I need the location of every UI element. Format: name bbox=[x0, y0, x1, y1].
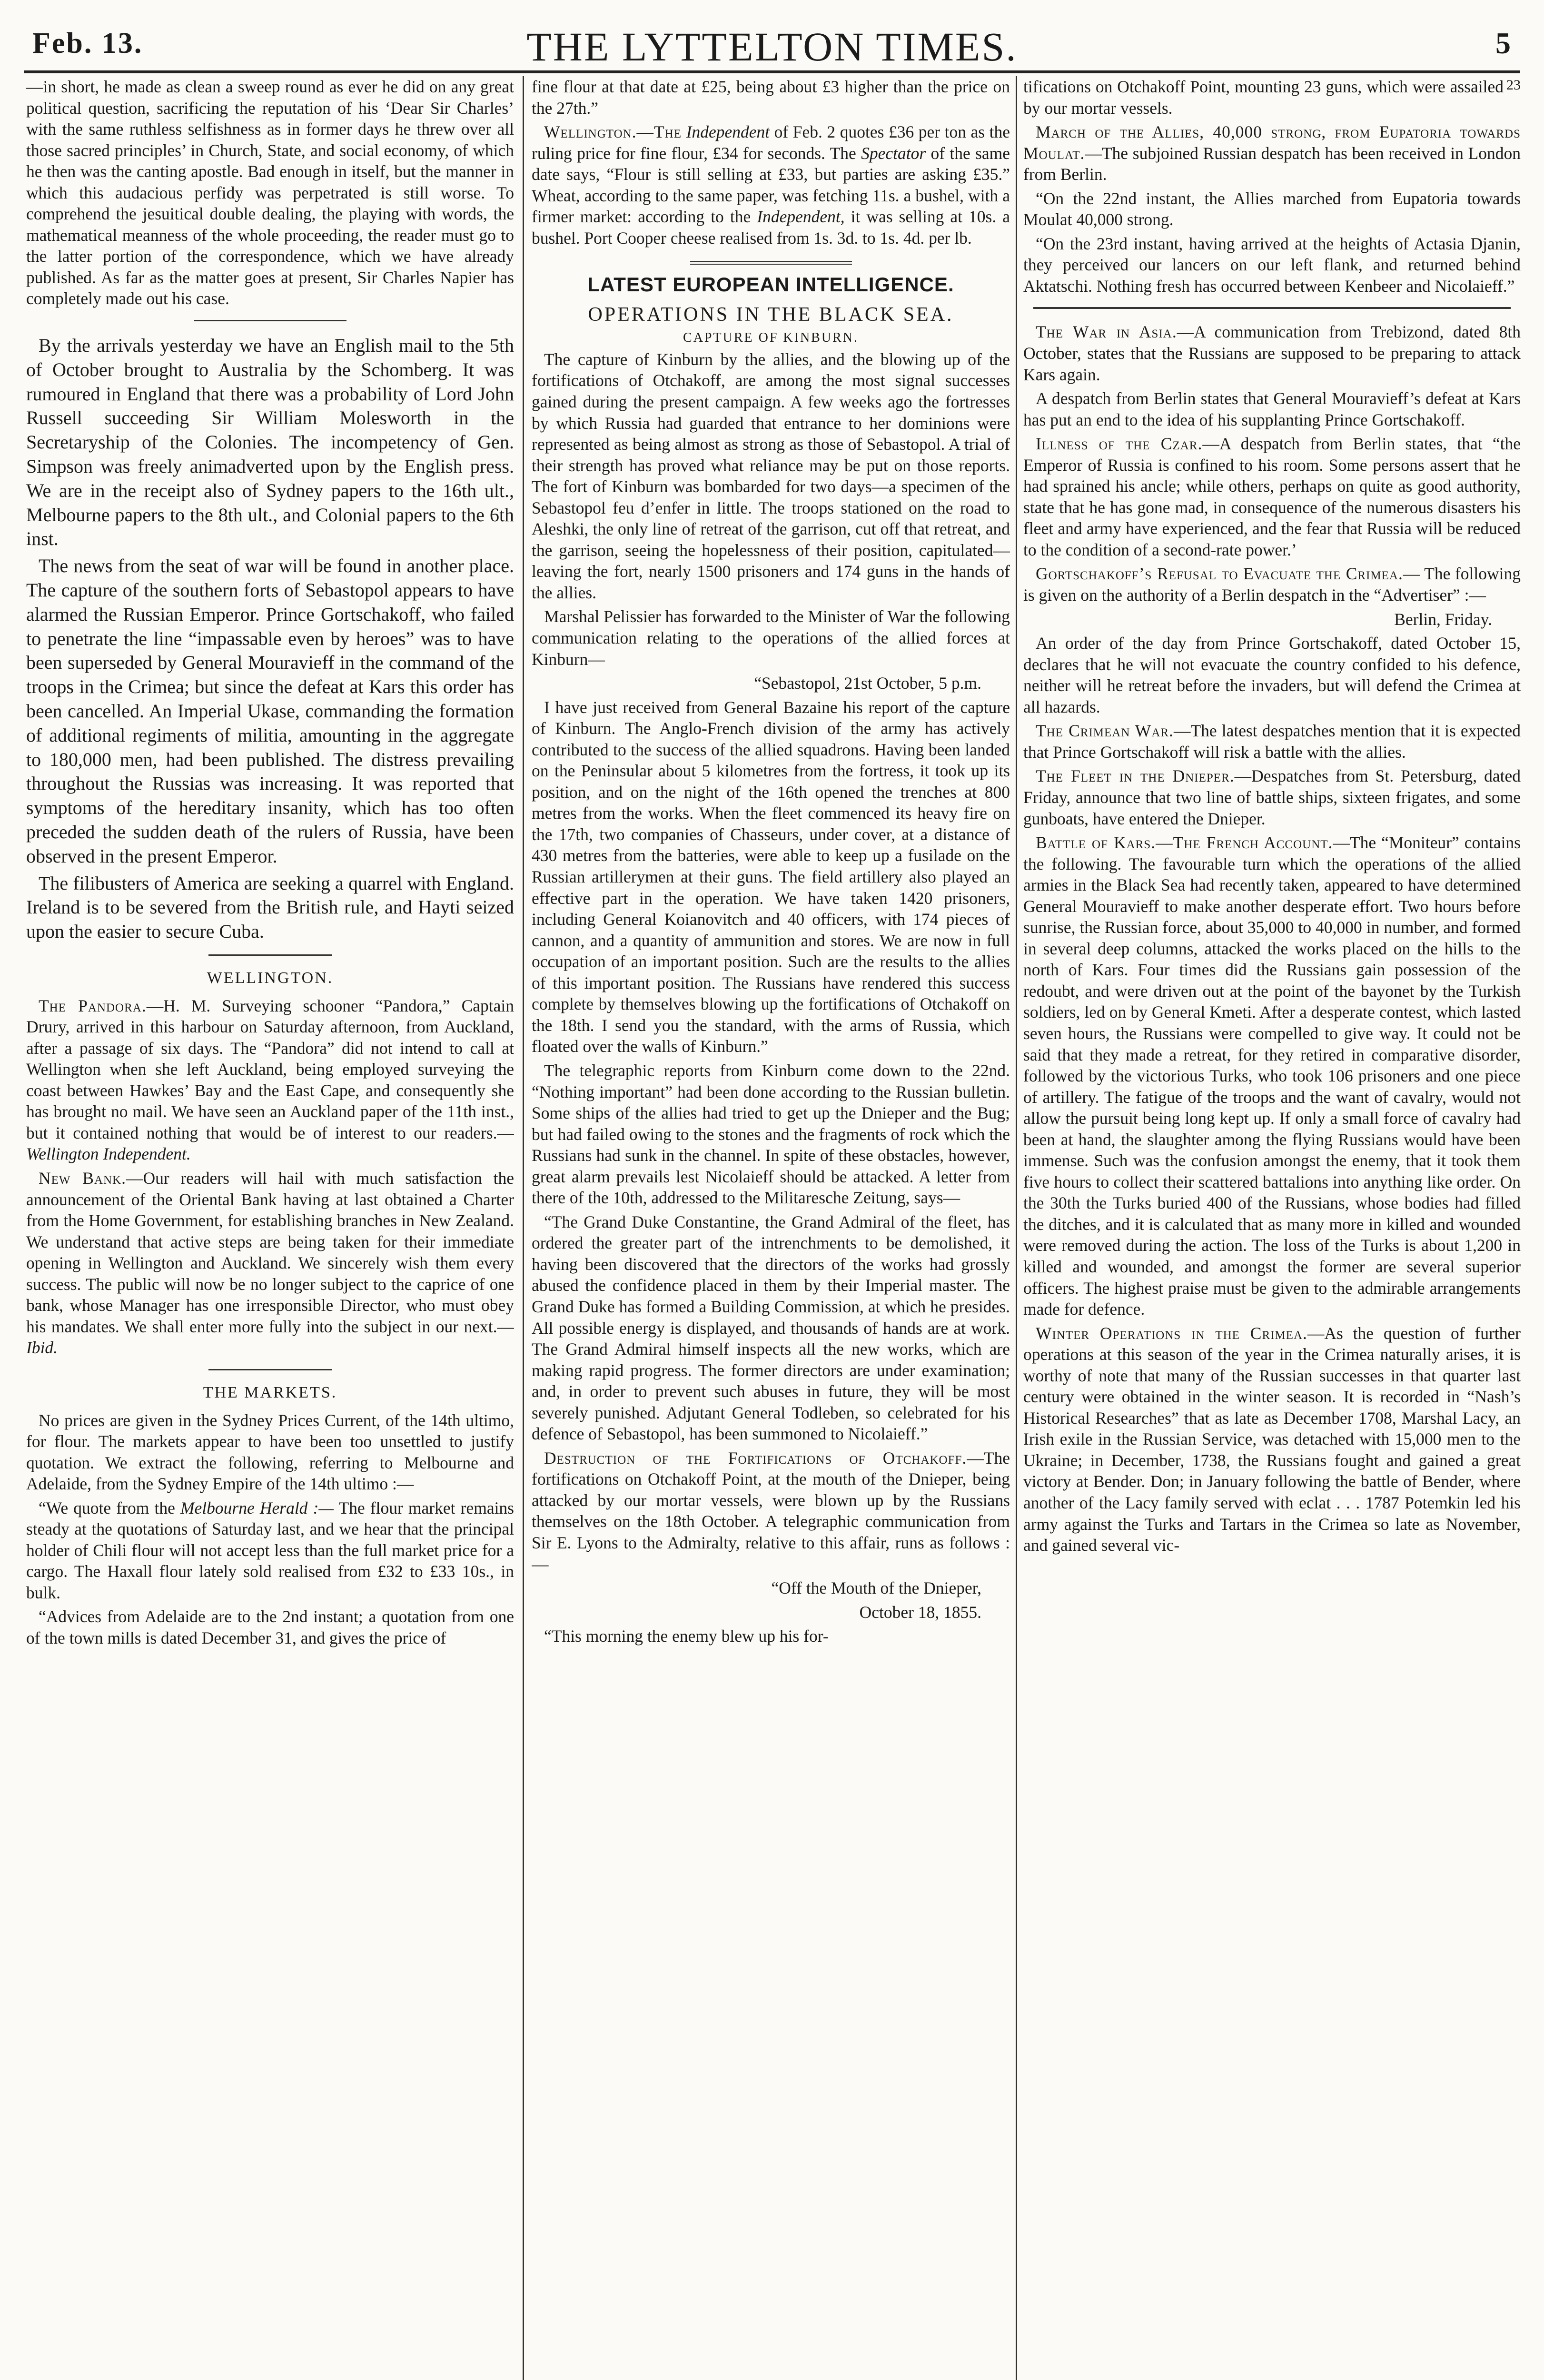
wellington-markets-text-3: it was selling at 10s. a bushel. Port Cooper cheese realised from 1s. 3d. to 1s. 4d. per lb. bbox=[532, 207, 1010, 248]
flour-continuation: fine flour at that date at £25, being about £3 higher than the price on the 27th.” bbox=[532, 77, 1010, 118]
column-rule-1 bbox=[523, 76, 524, 2380]
otchakoff-text: —The fortifications on Otchakoff Point, at the mouth of the Dnieper, being attacked by our mortar vessels, were blown up by the Russians themselves on the 18th October. A telegraphic communication from Sir E. Lyons to the Admiralty, relative to this affair, runs as follows :— bbox=[532, 1448, 1010, 1574]
bank-article bbox=[26, 1168, 514, 1359]
winter-text: —As the question of further operations at this season of the year in the Crimea naturally arises, it is worthy of note that many of the Russian successes in that quarter last century were obtained in the winter season. It is recorded in “Nash’s Historical Researches” that as late as December 1708, Marshal Lacy, an Irish exile in the Russian Service, was detached with 15,000 men to the Ukraine; in December, 1738, the Russians fought and gained a great victory at Bender. Don; in January following the battle of Bender, where another of the Lacy family served with eclat . . . 1787 Potemkin led his army against the Turks and Tartars in the Crimea so late as November, and gained several vic- bbox=[1023, 1323, 1521, 1555]
asia-head: The War in Asia. bbox=[1036, 322, 1177, 342]
newspaper-title: THE LYTTELTON TIMES. bbox=[526, 24, 1018, 69]
march-head: March of the Allies, 40,000 strong, from Eupatoria towards Moulat. bbox=[1023, 122, 1521, 163]
asia-text: —A communication from Trebizond, dated 8th October, states that the Russians are supposed to be preparing to attack Kars again. bbox=[1023, 322, 1521, 384]
refusal-text: — The following is given on the authority of a Berlin despatch in the “Advertiser” :— bbox=[1023, 564, 1521, 605]
column-rule-2 bbox=[1016, 76, 1017, 2380]
issue-date: Feb. 13. bbox=[32, 27, 143, 60]
pandora-article bbox=[26, 995, 514, 1165]
independent-source: Independent bbox=[686, 122, 770, 142]
markets-paragraph-3: “Advices from Adelaide are to the 2nd instant; a quotation from one of the town mills is dated December 31, and gives the price of bbox=[26, 1607, 514, 1648]
markets-paragraph-2 bbox=[26, 1497, 514, 1604]
pandora-text: —H. M. Surveying schooner “Pandora,” Captain Drury, arrived in this harbour on Saturday afternoon, from Auckland, after a passage of six days. The “Pandora” did not intend to call at Wellington when she left Auckland, being employed surveying the coast between Hawkes’ Bay and the East Cape, and consequently she has brought no mail. We have seen an Auckland paper of the 11th inst., but it contained nothing that would be of interest to our readers.— bbox=[26, 996, 514, 1142]
separator bbox=[208, 1369, 332, 1370]
wellington-markets-head: Wellington.—The bbox=[544, 122, 682, 142]
bank-text: —Our readers will hail with much satisfaction the announcement of the Oriental Bank having at last obtained a Charter from the Home Government, for establishing branches in New Zealand. We understand that active steps are being taken for their immediate opening in Wellington and Auckland. We sincerely wish them every success. The public will now be no longer subject to the caprice of one bank, whose Manager has one irresponsible Director, who must obey his mandates. We shall enter more fully into the subject in our next.— bbox=[26, 1168, 514, 1336]
fleet-article bbox=[1023, 765, 1521, 829]
bank-head: New Bank. bbox=[39, 1168, 126, 1188]
otchakoff-article bbox=[532, 1448, 1010, 1575]
dnieper-dateline-2: October 18, 1855. bbox=[859, 1602, 981, 1622]
fleet-head: The Fleet in the Dnieper. bbox=[1036, 766, 1235, 786]
march-article bbox=[1023, 121, 1521, 185]
melbourne-herald-source: Melbourne Herald :— bbox=[180, 1498, 334, 1517]
markets-quote-text: The flour market remains steady at the quotations of Saturday last, and we hear that the principal holder of Chili flour will not accept less than the full market price for a cargo. The Haxall flour lately sold realised from £32 to £33 10s., in bulk. bbox=[26, 1498, 514, 1602]
column-2 bbox=[532, 76, 1010, 2380]
refusal-head: Gortschakoff’s Refusal to Evacuate the Crimea. bbox=[1036, 564, 1403, 584]
bazaine-report: I have just received from General Bazaine his report of the capture of Kinburn. The Anglo-French division of the army has actively contributed to the success of the allied squadrons. Having been landed on the Peninsular about 5 kilometres from the fortress, it took up its position, and on the night of the 16th opened the trenches at 800 metres from the works. When the fleet commenced its heavy fire on the 17th, two companies of Chasseurs, under cover, at a distance of 430 metres from the batteries, were able to keep up a fusilade on the Russian artillerymen at their guns. The field artillery also played an effective part in the operation. We have taken 1420 prisoners, including General Koianovitch and 40 officers, with 174 pieces of cannon, and a quantity of ammunition and stores. We are now in full occupation of an important position. Such are the results to the allies of this important position. The Russians have rendered this success complete by themselves blowing up the fortifications of Otchakoff on the 18th. I send you the standard, with the arms of Russia, which floated over the walls of Kinburn.” bbox=[532, 697, 1010, 1056]
column-1 bbox=[26, 76, 514, 2380]
kars-article bbox=[1023, 832, 1521, 1320]
winter-head: Winter Operations in the Crimea. bbox=[1036, 1323, 1307, 1343]
march-quote-1: “On the 22nd instant, the Allies marched from Eupatoria towards Moulat 40,000 strong. bbox=[1023, 188, 1521, 229]
march-quote-2: “On the 23rd instant, having arrived at the heights of Actasia Djanin, they perceived our lancers on our left flank, and returned behind Aktatschi. Nothing fresh has occurred between Kenbeer and Nicolaieff.” bbox=[1023, 234, 1521, 296]
otchakoff-head: Destruction of the Fortifications of Otchakoff. bbox=[544, 1448, 967, 1468]
markets-paragraph-1: No prices are given in the Sydney Prices Current, of the 14th ultimo, for flour. The markets appear to have been too unsettled to justify quotation. We extract the following, referring to Melbourne and Adelaide, from the Sydney Empire of the 14th ultimo :— bbox=[26, 1410, 514, 1494]
asia-paragraph-2: A despatch from Berlin states that General Mouravieff’s defeat at Kars has put an end to the idea of his supplanting Prince Gortschakoff. bbox=[1023, 389, 1521, 429]
telegraphic-reports: The telegraphic reports from Kinburn come down to the 22nd. “Nothing important” had been done according to the Russian bulletin. Some ships of the allies had tried to get up the Dnieper and the Bug; but had failed owing to the stones and the fragments of rock which the Russians had sunk in the channel. In spite of these obstacles, however, great alarm prevails lest Nicolaieff should be attacked. A letter from there of the 10th, addressed to the Militaresche Zeitung, says— bbox=[532, 1061, 1010, 1208]
wellington-markets-text-2: of the same date says, “Flour is still selling at £33, but parties are asking £35.” Wheat, according to the same paper, was fetching 11s. a bushel, with a firmer market: according to the bbox=[532, 143, 1010, 227]
refusal-paragraph: An order of the day from Prince Gortschakoff, dated October 15, declares that he will not evacuate the country confided to his defence, neither will he retreat before the invaders, but will defend the Crimea at all hazards. bbox=[1023, 634, 1521, 716]
sebastopol-dateline: “Sebastopol, 21st October, 5 p.m. bbox=[754, 674, 981, 693]
march-text: —The subjoined Russian despatch has been received in London from Berlin. bbox=[1023, 143, 1521, 184]
crimean-article bbox=[1023, 720, 1521, 763]
marginal-number: 23 bbox=[1506, 77, 1521, 93]
lead-paragraph-war: The news from the seat of war will be found in another place. The capture of the southern forts of Sebastopol appears to have alarmed the Russian Emperor. Prince Gortschakoff, who failed to penetrate the line “impassable even by heroes” was to have been superseded by General Mouravieff in the command of the troops in the Crimea; but since the defeat at Kars this order has been cancelled. An Imperial Ukase, commanding the formation of additional regiments of militia, amounting in the aggregate to 180,000 men, had been published. The distress prevailing throughout the Russias was increasing. It was reported that symptoms of the hereditary insanity, which has too often preceded the sudden death of the rulers of Russia, have been observed in the present Emperor. bbox=[26, 555, 514, 867]
lyons-despatch: “This morning the enemy blew up his for- bbox=[544, 1626, 829, 1646]
editorial-lead bbox=[26, 334, 514, 944]
winter-article bbox=[1023, 1323, 1521, 1556]
asia-article bbox=[1023, 321, 1521, 385]
markets-quote-intro: “We quote from the bbox=[39, 1498, 175, 1517]
czar-text: —A despatch from Berlin states, that “the Emperor of Russia is confined to his room. Some persons assert that he had sprained his ancle; while others, perhaps on quite as good authority, state that he has gone mad, in consequence of the numerous disasters his fleet and army have experienced, and the fear that Russia will be reduced to the condition of a second-rate power.’ bbox=[1023, 434, 1521, 559]
otchakoff-continuation bbox=[1023, 76, 1521, 119]
separator bbox=[194, 320, 346, 321]
fleet-text: —Despatches from St. Petersburg, dated Friday, announce that two line of battle ships, sixteen frigates, and some gunboats, have entered the Dnieper. bbox=[1023, 766, 1521, 828]
crimean-text: —The latest despatches mention that it is expected that Prince Gortschakoff will risk a battle with the allies. bbox=[1023, 721, 1521, 762]
separator bbox=[1033, 307, 1511, 309]
wellington-markets-text-1: of Feb. 2 quotes £36 per ton as the ruling price for fine flour, £34 for seconds. The bbox=[532, 122, 1010, 163]
kinburn-subheading: CAPTURE OF KINBURN. bbox=[683, 330, 859, 345]
bank-source: Ibid. bbox=[26, 1338, 58, 1358]
kars-text: —The “Moniteur” contains the following. The favourable turn which the operations of the allied armies in the Black Sea had recently taken, appeared to have determined General Mouravieff to make another desperate effort. Two hours before sunrise, the Russian force, about 35,000 to 40,000 in number, and formed in several deep columns, attacked the works placed on the hills to the north of Kars. Four times did the Russians gain possession of the redoubt, and were driven out at the point of the bayonet by the Turkish soldiers, led on by General Kmeti. After a desperate contest, which lasted seven hours, the Russians were compelled to give way. It could not be said that they made a retreat, for they retired in comparative disorder, followed by the victorious Turks, who took 106 prisoners and one piece of artillery. The fatigue of the troops and the want of cavalry, would not allow the pursuit being long kept up. If only a small force of cavalry had been at hand, the slaughter among the flying Russians would have been immense. Such was the confusion amongst the enemy, that it took them five hours to collect their scattered battalions into anything like order. On the 30th the Turks buried 400 of the Russians, whose bodies had filled the ditches, and it is calculated that as many more in killed and wounded were removed during the action. The loss of the Turks is about 1,200 in killed and wounded, and amongst the former are several superior officers. The highest praise must be given to the admirable arrangements made for defence. bbox=[1023, 833, 1521, 1319]
markets-heading: THE MARKETS. bbox=[203, 1383, 337, 1401]
separator bbox=[208, 954, 332, 956]
masthead bbox=[24, 23, 1520, 70]
black-sea-heading: OPERATIONS IN THE BLACK SEA. bbox=[588, 304, 954, 326]
dnieper-dateline-1: “Off the Mouth of the Dnieper, bbox=[771, 1578, 981, 1598]
napier-paragraph: —in short, he made as clean a sweep round as ever he did on any great political question, sacrificing the reputation of his ‘Dear Sir Charles’ with the same ruthless selfishness as in former days he threw over all those sacred principles’ in Church, State, and social economy, of which he then was the canting apostle. Bad enough in itself, but the manner in which this audacious perfidy was perpetrated is still worse. To comprehend the jesuitical double dealing, the playing with words, the mathematical meanness of the whole proceeding, the reader must go to the latter portion of the correspondence, which we have already published. As far as the matter goes at present, Sir Charles Napier has completely made out his case. bbox=[26, 77, 514, 308]
czar-head: Illness of the Czar. bbox=[1036, 434, 1203, 454]
double-separator bbox=[690, 261, 852, 265]
spectator-source: Spectator bbox=[861, 143, 926, 163]
kinburn-paragraph-2: Marshal Pelissier has forwarded to the Minister of War the following communication relating to the operations of the allied forces at Kinburn— bbox=[532, 607, 1010, 669]
lead-paragraph-mail: By the arrivals yesterday we have an English mail to the 5th of October brought to Australia by the Schomberg. It was rumoured in England that there was a probability of Lord John Russell succeeding Sir William Molesworth in the Secretaryship of the Colonies. The incompetency of Gen. Simpson was freely animadverted upon by the English press. We are in the receipt also of Sydney papers to the 16th ult., Melbourne papers to the 8th ult., and Colonial papers to the 6th inst. bbox=[26, 335, 514, 550]
crimean-head: The Crimean War. bbox=[1036, 721, 1174, 741]
berlin-dateline: Berlin, Friday. bbox=[1394, 609, 1492, 629]
independent-source-2: Independent, bbox=[757, 207, 845, 227]
masthead-rule bbox=[24, 70, 1520, 73]
otchakoff-continuation-text: tifications on Otchakoff Point, mounting 23 guns, which were assailed by our mortar vessels. bbox=[1023, 77, 1504, 118]
wellington-heading: WELLINGTON. bbox=[207, 969, 334, 987]
column-3 bbox=[1023, 76, 1521, 2380]
lead-paragraph-filibusters: The filibusters of America are seeking a quarrel with England. Ireland is to be severed from the British rule, and Hayti seized upon the easier to secure Cuba. bbox=[26, 872, 514, 942]
wellington-markets bbox=[532, 121, 1010, 248]
pandora-source: Wellington Independent. bbox=[26, 1144, 191, 1164]
czar-article bbox=[1023, 433, 1521, 560]
kinburn-paragraph-1: The capture of Kinburn by the allies, and the blowing up of the fortifications of Otchakoff, are among the most signal successes gained during the present campaign. A few weeks ago the fortresses by which Russia had guarded that entrance to her dominions were represented as being almost as strong as those of Sebastopol. A trial of their strength has proved what reliance may be put on those reports. The fort of Kinburn was bombarded for two days—a specimen of the Sebastopol feu d’enfer in little. The troops stationed on the road to Aleshki, the only line of retreat of the garrison, cut off that retreat, and the garrison, seeing the hopelessness of their position, capitulated—leaving the fort, nearly 1500 prisoners and 174 guns in the hands of the allies. bbox=[532, 349, 1010, 602]
pandora-head: The Pandora. bbox=[39, 996, 147, 1015]
grand-duke-letter: “The Grand Duke Constantine, the Grand Admiral of the fleet, has ordered the greater part of the intrenchments to be demolished, it having been discovered that the directors of the works had grossly abused the confidence placed in them by their Imperial master. The Grand Duke has formed a Building Commission, at which he presides. All possible energy is displayed, and thousands of hands are at work. The Grand Admiral himself inspects all the new works, which are making rapid progress. The former directors are under examination; and, in order to prevent such abuses in future, they will be most severely punished. Adjutant General Todleben, so celebrated for his defence of Sebastopol, has been summoned to Nicolaieff.” bbox=[532, 1212, 1010, 1444]
kars-head: Battle of Kars.—The French Account. bbox=[1036, 833, 1333, 853]
refusal-article bbox=[1023, 563, 1521, 605]
european-intelligence-banner: LATEST EUROPEAN INTELLIGENCE. bbox=[587, 273, 954, 296]
page-number: 5 bbox=[1495, 26, 1511, 60]
